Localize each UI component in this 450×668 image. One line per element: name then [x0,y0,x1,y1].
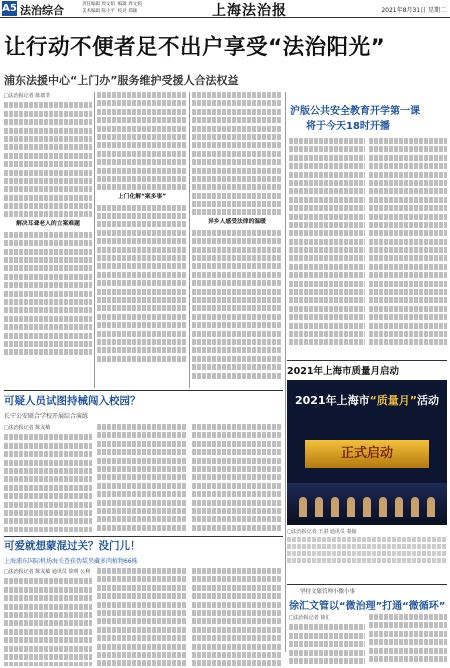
body-text-line [289,163,365,169]
body-text-line [289,624,365,630]
body-text-line [289,331,365,337]
body-text-line [289,197,365,203]
body-text-line [192,466,282,472]
body-text-line [97,331,187,337]
body-text-line [97,576,187,582]
body-text-line [289,172,365,178]
body-text-line [97,159,187,165]
banner-suffix: 活动 [417,394,440,407]
body-text-line [4,341,92,347]
body-text-line [369,289,447,295]
right-top-column-2 [369,138,447,356]
body-text-line [97,474,187,480]
body-text-line [4,493,92,499]
body-text-line [97,516,187,522]
body-text-line [192,209,282,215]
body-text-line [289,138,365,144]
body-text-line [4,161,92,167]
body-text-line [369,255,447,261]
body-text-line [289,239,365,245]
body-text-line [192,117,282,123]
body-text-line [192,593,282,599]
body-text-line [289,180,365,186]
body-text-line [97,92,187,98]
body-text-line [192,627,282,633]
body-text-line [192,168,282,174]
body-text-line [97,109,187,115]
body-text-line [97,238,187,244]
body-text-line [369,323,447,329]
body-text-line [289,658,365,664]
body-text-line [4,460,92,466]
body-text-line [369,614,447,620]
body-text-line [192,610,282,616]
body-text-line [289,633,365,639]
body-text-line [97,593,187,599]
body-text-line [289,314,365,320]
section-title-1: 解决耳聋老人的立案难题 [16,221,80,228]
body-text-line [4,620,92,626]
body-text-line [192,230,282,236]
body-text-line [369,622,447,628]
body-text-line [4,178,92,184]
photo-stage-sign: 正式启动 [305,440,429,468]
body-text-line [192,356,282,362]
mid-column-2 [97,424,187,532]
page-headline: 让行动不便者足不出户享受“法治阳光” [4,35,386,60]
body-text-line [192,347,282,353]
body-text-line [97,500,187,506]
body-text-line [192,458,282,464]
body-text-line [4,136,92,142]
bottom-column-1 [4,568,92,666]
body-text-line [192,483,282,489]
body-text-line [4,102,92,108]
body-text-line [369,239,447,245]
body-text-line [4,349,92,355]
body-text-line [4,111,92,117]
body-text-line [192,585,282,591]
section-rule [287,360,447,361]
mid-subheadline: 长宁公安联合学校开展综合演练 [4,413,89,420]
right-top-title [290,104,420,134]
body-text-line [4,170,92,176]
body-text-line [97,652,187,658]
body-text-line [97,441,187,447]
column-divider [285,92,286,652]
body-text-line [4,257,92,263]
right-top-title-line-1: 沪版公共安全教育开学第一课 [290,106,420,117]
body-text-line [192,441,282,447]
body-text-line [97,660,187,666]
body-text-line [192,142,282,148]
body-text-line [192,238,282,244]
body-text-line [97,449,187,455]
body-text-line [192,474,282,480]
body-text-line [192,322,282,328]
body-text-line [369,314,447,320]
bottom-subheadline: 上海浦东国际机场海关查获伪装夹藏多肉植物66株 [4,558,138,565]
body-text-line [192,151,282,157]
body-text-line [192,255,282,261]
body-text-line [289,247,365,253]
body-text-line [369,281,447,287]
body-text-line [97,134,187,140]
section-rule [4,536,283,537]
body-text-line [369,306,447,312]
main-article-column-2 [97,92,187,388]
body-text-line [97,610,187,616]
issue-date: 2021年8月31日 星期二 [381,7,446,14]
body-text-line [4,451,92,457]
body-text-line [192,568,282,574]
body-text-line [4,299,92,305]
body-text-line [4,232,92,238]
body-text-line [97,247,187,253]
body-text-line [369,639,447,645]
main-article-column-3 [192,92,282,388]
body-text-line [4,502,92,508]
body-text-line [192,652,282,658]
body-text-line [369,163,447,169]
body-text-line [4,240,92,246]
editor-credits: 责任编辑 周文娟 编辑 周文娟 美术编辑 陈小平 校对 郑颖 [82,2,142,14]
right-top-column-1 [289,138,365,356]
section-title-2: 上门化解“案多事” [117,194,167,201]
body-text-line [192,176,282,182]
body-text-line [4,316,92,322]
body-text-line [4,203,92,209]
body-text-line [369,648,447,654]
body-text-line [97,221,187,227]
body-text-line [97,356,187,362]
body-text-line [4,265,92,271]
body-text-line [4,662,92,666]
body-text-line [289,641,365,647]
body-text-line [192,297,282,303]
body-text-line [97,483,187,489]
bottom-headline: 可爱就想蒙混过关？没门儿！ [4,540,141,552]
main-byline: □法治报记者 陈歆莘 [4,93,51,99]
body-text-line [4,476,92,482]
body-text-line [4,637,92,643]
photo-crowd [287,483,447,525]
body-text-line [97,644,187,650]
right-bottom-kicker: 坚持文旅管理小微小事 [300,589,356,595]
body-text-line [192,263,282,269]
body-text-line [192,314,282,320]
body-text-line [97,213,187,219]
mid-column-1 [4,424,92,532]
body-text-line [192,364,282,370]
mid-headline: 可疑人员试图持械闯入校园？ [4,395,141,407]
right-bottom-headline: 徐汇文管以“微治理”打通“微循环” [289,601,446,612]
body-text-line [192,280,282,286]
body-text-line [4,324,92,330]
body-text-line [369,272,447,278]
body-text-line [97,272,187,278]
body-text-line [4,654,92,660]
body-text-line [192,92,282,98]
banner-prefix: 2021年上海市 [294,394,370,407]
body-text-line [369,197,447,203]
photo-banner [287,392,447,408]
body-text-line [192,193,282,199]
body-text-line [97,618,187,624]
body-text-line [289,230,365,236]
body-text-line [97,117,187,123]
body-text-line [97,424,187,430]
body-text-line [289,281,365,287]
event-photo [287,380,447,525]
body-text-line [97,432,187,438]
body-text-line [97,635,187,641]
body-text-line [97,151,187,157]
body-text-line [97,491,187,497]
body-text-line [192,184,282,190]
body-text-line [4,153,92,159]
photo-section-title: 2021年上海市质量月启动 [287,366,399,377]
body-text-line [97,297,187,303]
main-article-column-1 [4,92,92,392]
body-text-line [4,587,92,593]
body-text-line [4,186,92,192]
body-text-line [97,100,187,106]
body-text-line [97,280,187,286]
body-text-line [4,443,92,449]
body-text-line [97,508,187,514]
body-text-line [369,138,447,144]
body-text-line [192,525,282,531]
body-text-line [192,449,282,455]
body-text-line [97,627,187,633]
body-text-line [289,323,365,329]
body-text-line [369,631,447,637]
body-text-line [4,144,92,150]
column-divider [189,92,190,388]
body-text-line [289,264,365,270]
body-text-line [369,222,447,228]
bottom-column-3 [192,568,282,666]
body-text-line [369,172,447,178]
body-text-line [369,297,447,303]
body-text-line [289,289,365,295]
body-text-line [192,247,282,253]
body-text-line [192,644,282,650]
body-text-line [97,305,187,311]
body-text-line [4,128,92,134]
body-text-line [289,272,365,278]
body-text-line [97,602,187,608]
body-text-line [97,176,187,182]
body-text-line [4,510,92,516]
body-text-line [97,255,187,261]
body-text-line [289,339,365,345]
body-text-line [369,146,447,152]
body-text-line [289,255,365,261]
page-subheadline: 浦东法援中心“上门办”服务维护受援人合法权益 [4,74,239,87]
body-text-line [4,291,92,297]
body-text-line [289,306,365,312]
section-rule [287,584,447,585]
body-text-line [192,109,282,115]
body-text-line [192,424,282,430]
photo-byline: □法治报记者 王湛 通讯员 秦翰 [287,529,357,535]
body-text-line [97,142,187,148]
body-text-line [4,195,92,201]
body-text-line [192,491,282,497]
body-text-line [369,155,447,161]
body-text-line [97,184,187,190]
body-text-line [369,214,447,220]
bottom-byline: □法治报记者 陈友敏 通讯员 徐明 公利 [4,569,91,575]
body-text-line [4,578,92,584]
body-text-line [369,264,447,270]
body-text-line [289,146,365,152]
body-text-line [192,660,282,666]
body-text-line [192,305,282,311]
body-text-line [97,126,187,132]
body-text-line [4,434,92,440]
newspaper-logo: 上海法治报 [212,3,287,19]
right-bottom-byline: □法治报记者 徐汇 [289,615,331,621]
masthead [0,0,450,18]
body-text-line [192,508,282,514]
body-text-line [289,205,365,211]
photo-caption [287,528,447,563]
body-text-line [4,604,92,610]
right-bottom-column-2 [369,614,447,666]
body-text-line [289,297,365,303]
body-text-line [97,322,187,328]
body-text-line [97,289,187,295]
body-text-line [97,230,187,236]
right-bottom-column-1 [289,614,365,666]
body-text-line [192,331,282,337]
body-text-line [4,612,92,618]
body-text-line [192,635,282,641]
body-text-line [289,155,365,161]
right-top-title-line-2: 将于今天18时开播 [306,121,390,132]
body-text-line [369,656,447,662]
body-text-line [97,339,187,345]
body-text-line [369,230,447,236]
section-name: 法治综合 [20,4,64,17]
mid-byline: □法治报记者 陈友敏 [4,425,51,431]
body-text-line [192,126,282,132]
body-text-line [192,432,282,438]
body-text-line [97,205,187,211]
body-text-line [192,159,282,165]
body-text-line [289,188,365,194]
body-text-line [4,333,92,339]
body-text-line [192,602,282,608]
body-text-line [4,629,92,635]
body-text-line [192,134,282,140]
body-text-line [369,331,447,337]
body-text-line [369,188,447,194]
body-text-line [4,595,92,601]
banner-highlight: “质量月” [369,394,418,407]
body-text-line [192,201,282,207]
body-text-line [4,249,92,255]
body-text-line [97,466,187,472]
body-text-line [289,214,365,220]
body-text-line [192,100,282,106]
body-text-line [192,272,282,278]
body-text-line [192,576,282,582]
body-text-line [97,585,187,591]
mid-column-3 [192,424,282,532]
body-text-line [4,274,92,280]
body-text-line [192,339,282,345]
body-text-line [4,282,92,288]
column-divider [94,92,95,388]
body-text-line [4,518,92,524]
body-text-line [4,646,92,652]
body-text-line [4,468,92,474]
body-text-line [4,119,92,125]
body-text-line [4,307,92,313]
body-text-line [97,263,187,269]
body-text-line [97,525,187,531]
body-text-line [97,568,187,574]
body-text-line [4,485,92,491]
body-text-line [97,314,187,320]
section-rule [4,390,283,391]
body-text-line [369,205,447,211]
body-text-line [192,516,282,522]
body-text-line [289,650,365,656]
section-title-3: 异乡人感受法律的温暖 [208,219,266,226]
bottom-column-2 [97,568,187,666]
body-text-line [192,289,282,295]
body-text-line [97,168,187,174]
body-text-line [289,222,365,228]
body-text-line [192,373,282,379]
page-number-badge: A5 [2,3,17,14]
body-text-line [369,247,447,253]
body-text-line [97,347,187,353]
body-text-line [369,180,447,186]
body-text-line [369,339,447,345]
body-text-line [4,527,92,532]
body-text-line [192,618,282,624]
body-text-line [97,458,187,464]
body-text-line [192,500,282,506]
body-text-line [4,211,92,217]
